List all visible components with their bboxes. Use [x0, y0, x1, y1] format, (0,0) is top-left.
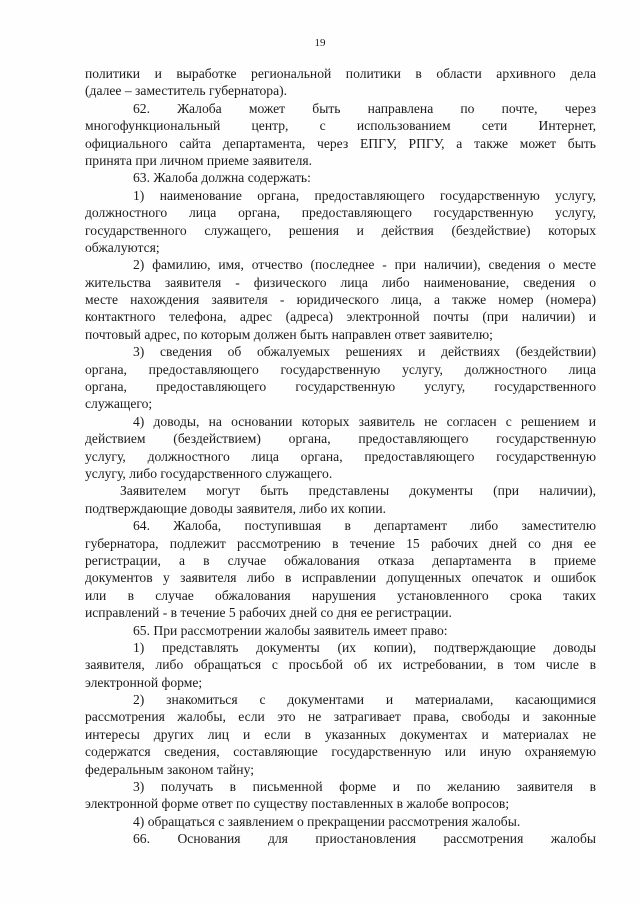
text-line: контактного телефона, адрес (адреса) электронной почты (при наличии) и: [85, 309, 596, 325]
text-line: интересы других лиц и если в указанных документах и материалах не: [85, 726, 596, 742]
text-line: или в случае обжалования нарушения установленного срока таких: [85, 587, 596, 603]
text-line: политики и выработке региональной политики в области архивного дела: [85, 66, 596, 81]
text-line: федеральным законом тайну;: [85, 761, 254, 777]
text-line: заявителя, либо обращаться с просьбой об их истребовании, в том числе в: [85, 657, 596, 673]
text-line: должностного лица органа, предоставляющего государственную услугу,: [85, 205, 596, 221]
text-line: электронной форме ответ по существу поставленных в жалобе вопросов;: [85, 796, 510, 812]
text-line: почтовый адрес, по которым должен быть направлен ответ заявителю;: [85, 326, 493, 342]
text-line: официального сайта департамента, через ЕПГУ, РПГУ, а также может быть: [85, 135, 596, 151]
text-line: 3) получать в письменной форме и по желанию заявителя в: [133, 779, 596, 795]
text-line: 1) наименование органа, предоставляющего государственную услугу,: [133, 187, 596, 203]
text-line: принята при личном приеме заявителя.: [85, 152, 313, 168]
text-line: 63. Жалоба должна содержать:: [133, 170, 311, 186]
text-line: органа, предоставляющего государственную услугу, государственного: [85, 379, 596, 395]
text-line: исправлений - в течение 5 рабочих дней со дня ее регистрации.: [85, 605, 452, 621]
text-line: государственного служащего, решения и действия (бездействие) которых: [85, 222, 596, 238]
text-line: 1) представлять документы (их копии), подтверждающие доводы: [133, 639, 596, 655]
text-line: (далее – заместитель губернатора).: [85, 83, 288, 99]
text-line: услугу, либо государственного служащего.: [85, 465, 333, 481]
text-line: 65. При рассмотрении жалобы заявитель имеет право:: [133, 622, 448, 638]
text-line: многофункциональный центр, с использованием сети Интернет,: [85, 118, 596, 134]
text-line: 3) сведения об обжалуемых решениях и действиях (бездействии): [133, 344, 596, 360]
text-line: 2) знакомиться с документами и материалами, касающимися: [133, 692, 596, 708]
text-line: электронной форме;: [85, 674, 203, 690]
text-line: служащего;: [85, 396, 153, 412]
text-line: 2) фамилию, имя, отчество (последнее - при наличии), сведения о месте: [133, 257, 596, 273]
text-line: 4) доводы, на основании которых заявитель не согласен с решением и: [133, 413, 596, 429]
text-line: документов у заявителя либо в исправлении допущенных опечаток и ошибок: [85, 570, 596, 586]
text-line: 64. Жалоба, поступившая в департамент либо заместителю: [133, 518, 596, 534]
text-line: содержатся сведения, составляющие государственную или иную охраняемую: [85, 744, 596, 760]
page-number: 19: [314, 37, 326, 49]
text-line: губернатора, подлежит рассмотрению в течение 15 рабочих дней со дня ее: [85, 535, 596, 551]
text-line: органа, предоставляющего государственную услугу, должностного лица: [85, 361, 596, 377]
text-line: 66. Основания для приостановления рассмотрения жалобы: [133, 831, 596, 847]
text-line: услугу, должностного лица органа, предоставляющего государственную: [85, 448, 596, 464]
text-line: регистрации, а в случае обжалования отказа департамента в приеме: [85, 552, 596, 568]
text-line: действием (бездействием) органа, предоставляющего государственную: [85, 431, 596, 447]
text-line: месте нахождения заявителя - юридического лица, а также номер (номера): [85, 292, 596, 308]
text-line: жительства заявителя - физического лица либо наименование, сведения о: [85, 274, 596, 290]
text-line: подтверждающие доводы заявителя, либо их копии.: [85, 500, 386, 516]
text-line: Заявителем могут быть представлены документы (при наличии),: [120, 483, 596, 499]
text-line: рассмотрения жалобы, если это не затрагивает права, свободы и законные: [85, 709, 596, 725]
text-line: обжалуются;: [85, 239, 160, 255]
text-line: 4) обращаться с заявлением о прекращении рассмотрения жалобы.: [133, 813, 521, 829]
document-body: [85, 65, 596, 848]
text-line: 62. Жалоба может быть направлена по почте, через: [133, 100, 596, 116]
